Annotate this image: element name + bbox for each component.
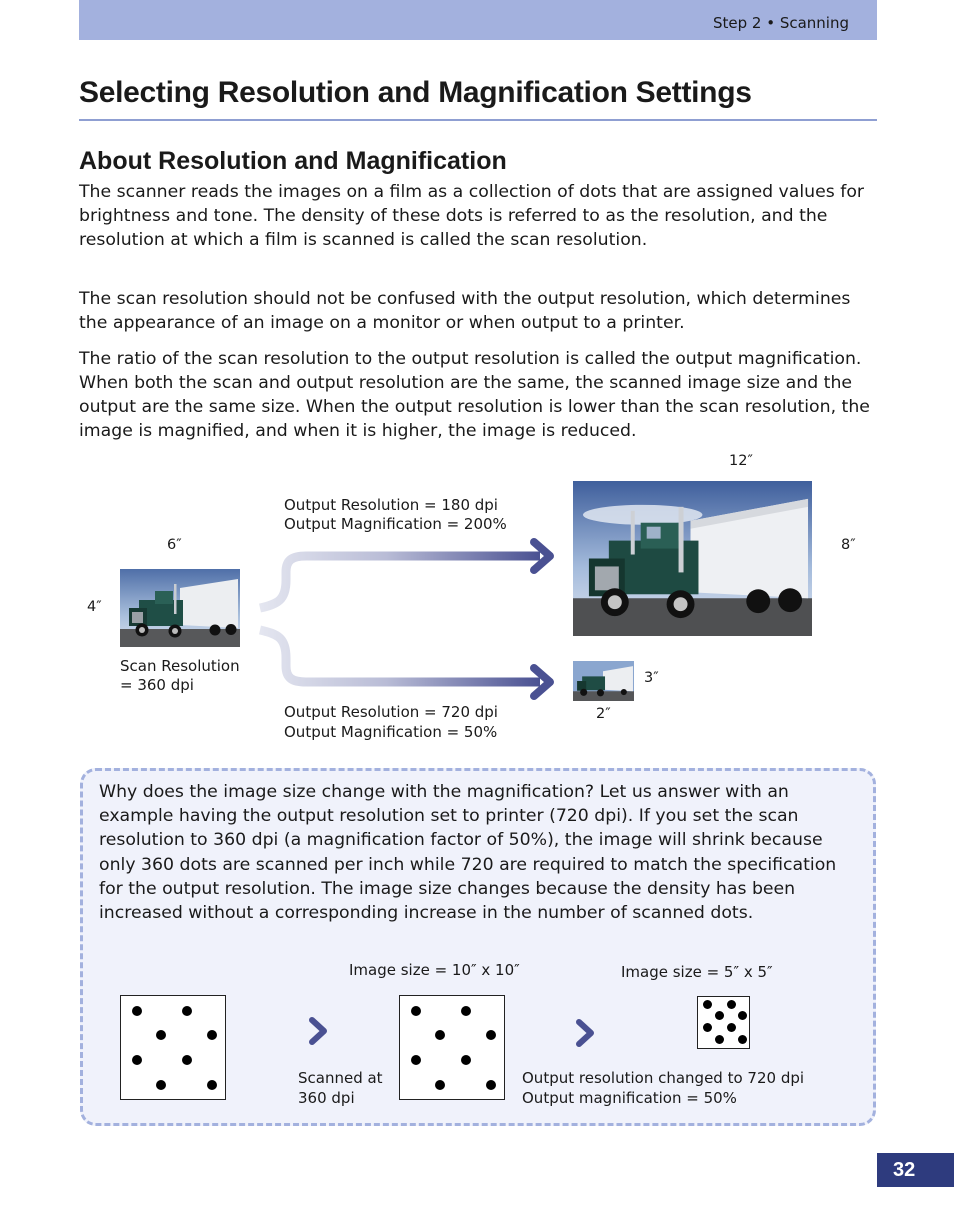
dot: [435, 1030, 445, 1040]
lower-output-magnification: Output Magnification = 50%: [284, 723, 498, 741]
scanned-at-value: 360 dpi: [298, 1089, 355, 1107]
dot: [182, 1006, 192, 1016]
dot: [207, 1030, 217, 1040]
scanned-at-label: Scanned at: [298, 1069, 383, 1087]
dot: [727, 1000, 736, 1009]
dot: [461, 1006, 471, 1016]
dot: [703, 1000, 712, 1009]
lower-width-label: 2″: [596, 706, 611, 722]
dot: [461, 1055, 471, 1065]
dot-grid-scanned: [120, 995, 226, 1100]
dot: [703, 1023, 712, 1032]
scan-resolution-value: = 360 dpi: [120, 676, 194, 694]
header-bar: [79, 0, 877, 40]
upper-width-label: 12″: [729, 453, 753, 469]
dot: [715, 1011, 724, 1020]
dot: [411, 1006, 421, 1016]
image-size-label-5x5: Image size = 5″ x 5″: [621, 963, 773, 981]
dot-grid-5x5: [697, 996, 750, 1049]
image-size-label-10x10: Image size = 10″ x 10″: [349, 961, 520, 979]
process-arrow: [537, 1018, 597, 1048]
upper-height-label: 8″: [841, 537, 856, 553]
dot: [727, 1023, 736, 1032]
lower-height-label: 3″: [644, 670, 659, 686]
upper-output-magnification: Output Magnification = 200%: [284, 515, 507, 533]
truck-photo-magnified: [573, 481, 812, 636]
page-title: Selecting Resolution and Magnification Settings: [79, 76, 752, 109]
dot: [715, 1035, 724, 1044]
truck-photo-reduced: [573, 661, 634, 701]
truck-photo-original: [120, 569, 240, 647]
output-magnification-value: Output magnification = 50%: [522, 1089, 737, 1107]
process-arrow: [270, 1016, 330, 1046]
dot: [156, 1030, 166, 1040]
dot: [738, 1035, 747, 1044]
section-heading: About Resolution and Magnification: [79, 147, 507, 175]
source-height-label: 4″: [87, 599, 102, 615]
branch-arrows: [250, 530, 560, 700]
callout-text: Why does the image size change with the magnification? Let us answer with an example having the output resolution set to printer (720 dpi). If you set the scan resolution to 360 dpi (a magnification factor of 50%), the image will shrink because only 360 dots are scanned per inch while 720 are required to match the specification for the output resolution. The image size changes because the density has been increased without a corresponding increase in the number of scanned dots.: [99, 782, 837, 924]
body-paragraph: The scanner reads the images on a film as a collection of dots that are assigned values for brightness and tone. The density of these dots is referred to as the resolution, and the resolution at which a film is scanned is called the scan resolution.: [79, 182, 865, 250]
body-paragraph: The scan resolution should not be confused with the output resolution, which determines the appearance of an image on a monitor or when output to a printer.: [79, 289, 851, 333]
output-resolution-changed: Output resolution changed to 720 dpi: [522, 1069, 805, 1087]
scan-resolution-label: Scan Resolution: [120, 657, 240, 675]
dot-grid-10x10: [399, 995, 505, 1100]
dot: [156, 1080, 166, 1090]
lower-output-resolution: Output Resolution = 720 dpi: [284, 703, 498, 721]
upper-output-resolution: Output Resolution = 180 dpi: [284, 496, 498, 514]
dot: [738, 1011, 747, 1020]
body-paragraph: The ratio of the scan resolution to the output resolution is called the output magnification. When both the scan and output resolution are the same, the scanned image size and the output are the same size. When the output resolution is lower than the scan resolution, the image is magnified, and when it is higher, the image is reduced.: [79, 349, 870, 441]
dot: [132, 1006, 142, 1016]
section-breadcrumb: Step 2 • Scanning: [712, 14, 849, 32]
source-width-label: 6″: [167, 537, 182, 553]
dot: [182, 1055, 192, 1065]
dot: [411, 1055, 421, 1065]
dot: [486, 1030, 496, 1040]
dot: [435, 1080, 445, 1090]
dot: [486, 1080, 496, 1090]
page-number: 32: [893, 1159, 916, 1181]
title-divider: [79, 119, 877, 121]
dot: [132, 1055, 142, 1065]
page-number-tab: [877, 1153, 954, 1187]
dot: [207, 1080, 217, 1090]
